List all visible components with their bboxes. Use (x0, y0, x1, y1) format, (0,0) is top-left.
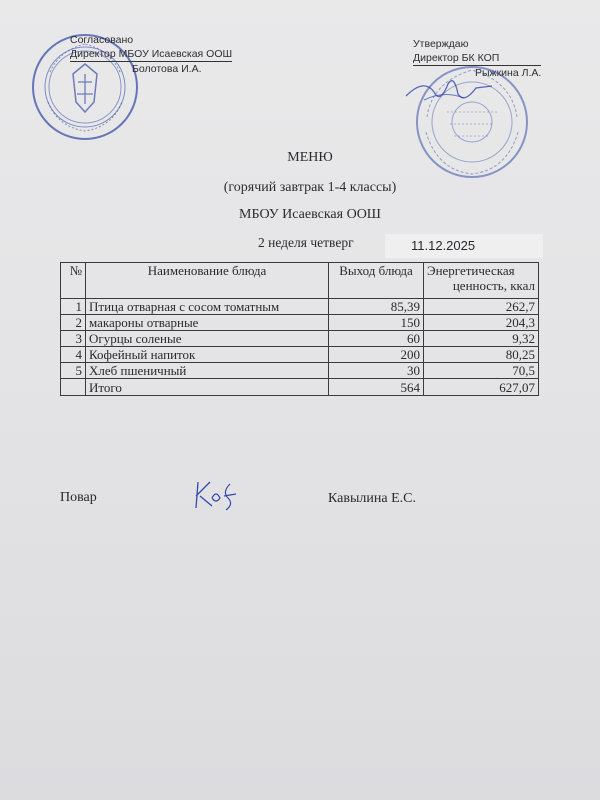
total-label: Итого (86, 379, 329, 396)
row-num: 5 (61, 363, 86, 379)
row-dish-name: Огурцы соленые (86, 331, 329, 347)
cook-label: Повар (60, 490, 97, 505)
row-num: 4 (61, 347, 86, 363)
school-name: МБОУ Исаевская ООШ (239, 207, 381, 222)
approval-left-label: Согласовано (70, 34, 134, 46)
row-output: 150 (329, 315, 424, 331)
row-dish-name: Кофейный напиток (86, 347, 329, 363)
menu-table (60, 262, 539, 396)
row-dish-name: макароны отварные (86, 315, 329, 331)
header-energy (424, 263, 539, 299)
meal-subtitle: (горячий завтрак 1-4 классы) (223, 180, 397, 195)
approval-left-name: Болотова И.А. (132, 63, 202, 75)
table-row (61, 331, 539, 347)
table-row (61, 347, 539, 363)
row-energy: 262,7 (424, 299, 539, 315)
header-energy-line2: ценность, ккал (452, 278, 535, 293)
approval-right-label: Утверждаю (413, 38, 469, 50)
row-output: 85,39 (329, 299, 424, 315)
row-output: 30 (329, 363, 424, 379)
total-num-empty (61, 379, 86, 396)
table-total-row (61, 379, 539, 396)
row-output: 200 (329, 347, 424, 363)
menu-title: МЕНЮ (287, 150, 333, 165)
row-dish-name: Хлеб пшеничный (86, 363, 329, 379)
header-output: Выход блюда (329, 263, 424, 299)
table-row (61, 315, 539, 331)
approval-right-name: Рыжкина Л.А. (475, 67, 542, 79)
cook-signature (190, 474, 240, 514)
row-energy: 70,5 (424, 363, 539, 379)
table-row (61, 363, 539, 379)
row-energy: 9,32 (424, 331, 539, 347)
row-output: 60 (329, 331, 424, 347)
row-num: 3 (61, 331, 86, 347)
approval-right-position: Директор БК КОП (413, 51, 541, 66)
menu-date: 11.12.2025 (385, 234, 543, 258)
row-dish-name: Птица отварная с сосом томатным (86, 299, 329, 315)
total-output: 564 (329, 379, 424, 396)
header-dish-name: Наименование блюда (86, 263, 329, 299)
header-num: № (61, 263, 86, 299)
row-energy: 80,25 (424, 347, 539, 363)
week-day-label: 2 неделя четверг (258, 235, 354, 250)
director-signature (404, 70, 494, 110)
row-energy: 204,3 (424, 315, 539, 331)
approval-left-position: Директор МБОУ Исаевская ООШ (70, 48, 233, 60)
row-num: 1 (61, 299, 86, 315)
approval-block-left (70, 33, 232, 76)
row-num: 2 (61, 315, 86, 331)
table-header-row (61, 263, 539, 299)
cook-name: Кавылина Е.С. (328, 491, 416, 506)
header-energy-line1: Энергетическая (427, 263, 515, 278)
total-energy: 627,07 (424, 379, 539, 396)
table-row (61, 299, 539, 315)
